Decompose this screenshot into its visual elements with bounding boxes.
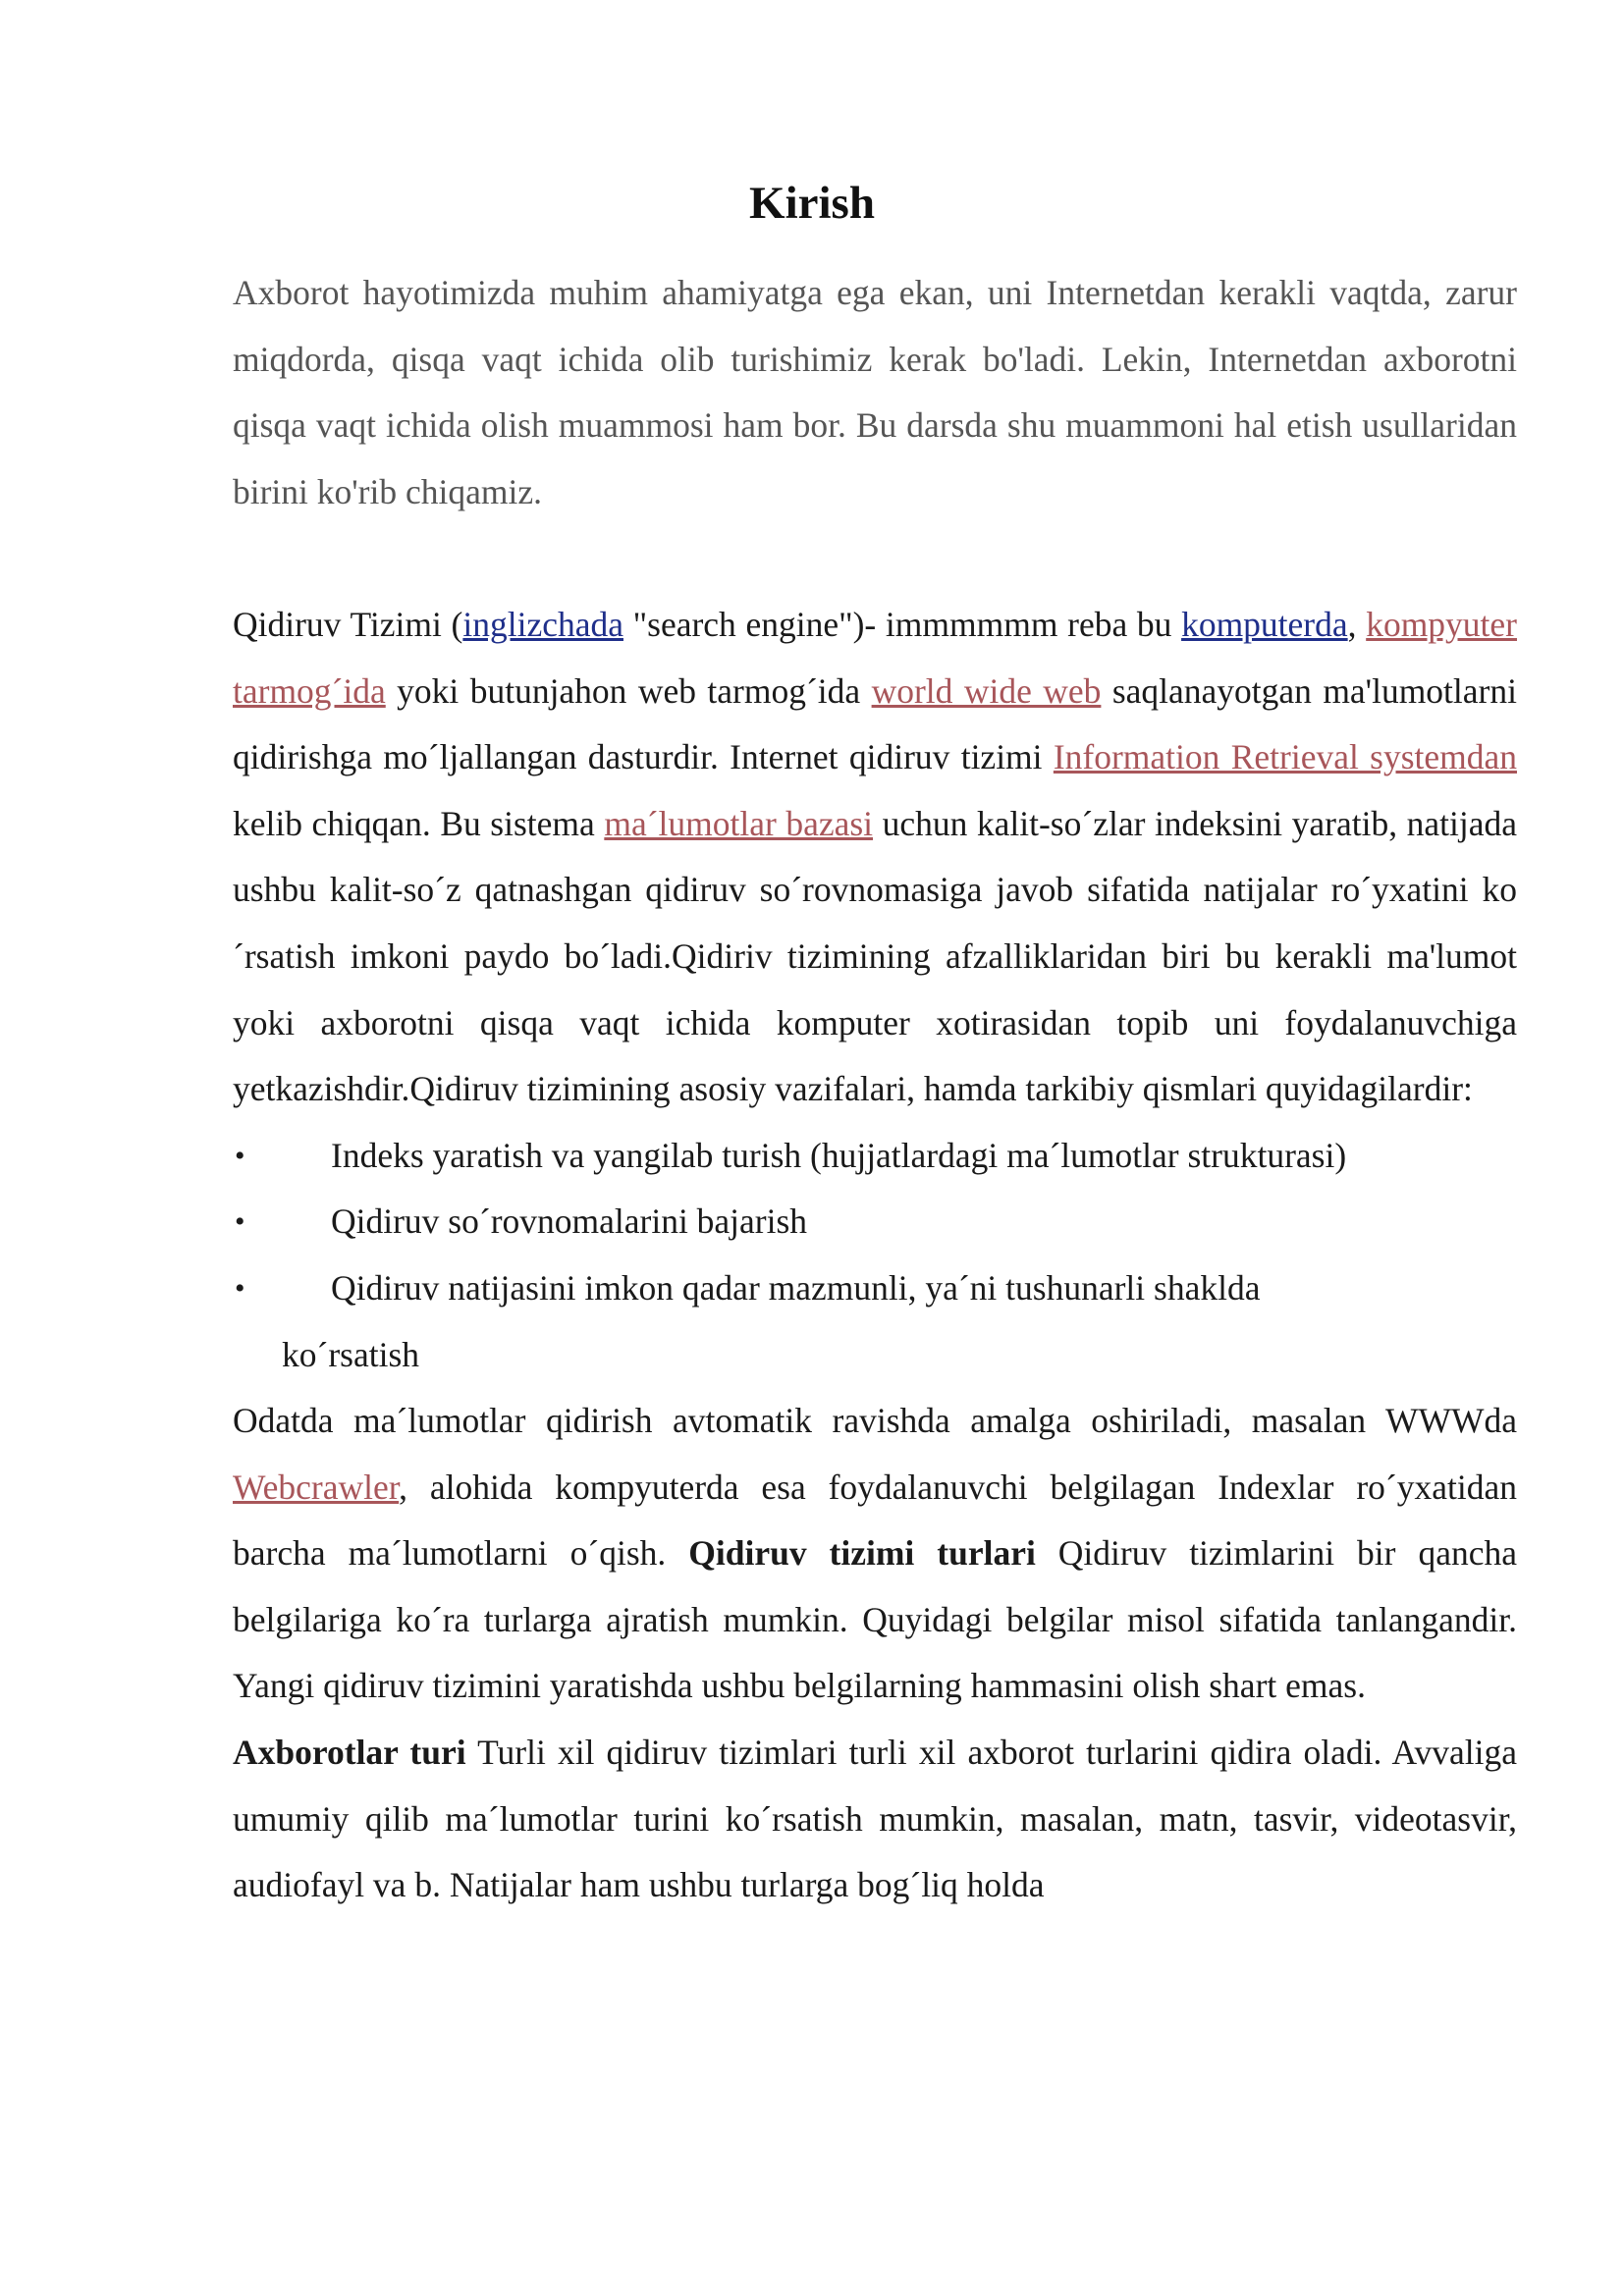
page-title: Kirish xyxy=(749,178,875,230)
bullet-item-results xyxy=(233,1255,1517,1388)
paragraph-spacer xyxy=(233,525,1517,592)
definition-text-4: yoki butunjahon web tarmog´ida xyxy=(385,670,872,711)
definition-text-5: saqlanayotgan ma'lumotlarni qidirishga mo´ljallangan dasturdir. Internet qidiruv tizimi xyxy=(233,670,1517,777)
types-text-1: Odatda ma´lumotlar qidirish avtomatik ravishda amalga oshiriladi, masalan WWWda xyxy=(233,1401,1517,1441)
definition-text-7: uchun kalit-so´zlar indeksini yaratib, natijada ushbu kalit-so´z qatnashgan qidiruv so´rovnomasiga javob sifatida natijalar ro´yxatini ko´rsatish imkoni paydo bo´ladi.Qidiriv tizimining afzalliklaridan biri bu kerakli ma'lumot yoki axborotni qisqa vaqt ichida komputer xotirasidan topib uni foydalanuvchiga yetkazishdir.Qidiruv tizimining asosiy vazifalari, hamda tarkibiy qismlari quyidagilardir: xyxy=(233,803,1517,1109)
definition-text-6: kelib chiqqan. Bu sistema xyxy=(233,803,605,843)
link-inglizchada[interactable]: inglizchada xyxy=(462,604,623,644)
bullet-text-queries: Qidiruv so´rovnomalarini bajarish xyxy=(331,1201,808,1242)
link-kompyuter-tarmogida[interactable]: kompyuter tarmog´ida xyxy=(233,604,1517,711)
definition-text-1: Qidiruv Tizimi ( xyxy=(233,604,463,644)
intro-paragraph: Axborot hayotimizda muhim ahamiyatga ega ekan, uni Internetdan kerakli vaqtda, zarur miqdorda, qisqa vaqt ichida olib turishimiz kerak bo'ladi. Lekin, Internetdan axborotni qisqa vaqt ichida olish muammosi ham bor. Bu darsda shu muammoni hal etish usullaridan birini ko'rib chiqamiz. xyxy=(233,273,1517,511)
document-body xyxy=(233,260,1517,1919)
tasks-bullet-list xyxy=(233,1123,1517,1388)
bullet-item-queries xyxy=(233,1189,1517,1255)
bullet-text-results-continued: ko´rsatish xyxy=(282,1334,420,1374)
link-information-retrieval-system[interactable]: Information Retrieval systemdan xyxy=(1053,737,1517,777)
types-text-2: , alohida kompyuterda esa foydalanuvchi belgilagan Indexlar ro´yxatidan barcha ma´lumotlarni o´qish. xyxy=(233,1467,1517,1574)
types-text-3: Qidiruv tizimlarini bir qancha belgilariga ko´ra turlarga ajratish mumkin. Quyidagi belgilar misol sifatida tanlangandir. Yangi qidiruv tizimini yaratishda ushbu belgilarning hammasini olish shart emas. xyxy=(233,1533,1517,1706)
section-heading-info-types: Axborotlar turi xyxy=(233,1733,466,1773)
info-types-paragraph xyxy=(233,1720,1517,1919)
bullet-text-index: Indeks yaratish va yangilab turish (hujjatlardagi ma´lumotlar strukturasi) xyxy=(331,1135,1347,1175)
bullet-item-index xyxy=(233,1123,1517,1190)
link-webcrawler[interactable]: Webcrawler xyxy=(233,1467,400,1507)
search-types-paragraph xyxy=(233,1388,1517,1720)
definition-text-3: , xyxy=(1347,604,1367,644)
bullet-text-results: Qidiruv natijasini imkon qadar mazmunli, ya´ni tushunarli shaklda xyxy=(331,1267,1261,1308)
link-komputerda[interactable]: komputerda xyxy=(1181,604,1348,644)
definition-text-2: "search engine")- immmmmm reba bu xyxy=(623,604,1182,644)
link-world-wide-web[interactable]: world wide web xyxy=(871,670,1102,711)
definition-paragraph xyxy=(233,592,1517,1123)
info-types-text: Turli xil qidiruv tizimlari turli xil axborot turlarini qidira oladi. Avvaliga umumiy qilib ma´lumotlar turini ko´rsatish mumkin, masalan, matn, tasvir, videotasvir, audiofayl va b. Natijalar ham ushbu turlarga bog´liq holda xyxy=(233,1733,1517,1905)
section-heading-search-types: Qidiruv tizimi turlari xyxy=(688,1533,1036,1574)
link-malumotlar-bazasi[interactable]: ma´lumotlar bazasi xyxy=(604,803,874,843)
